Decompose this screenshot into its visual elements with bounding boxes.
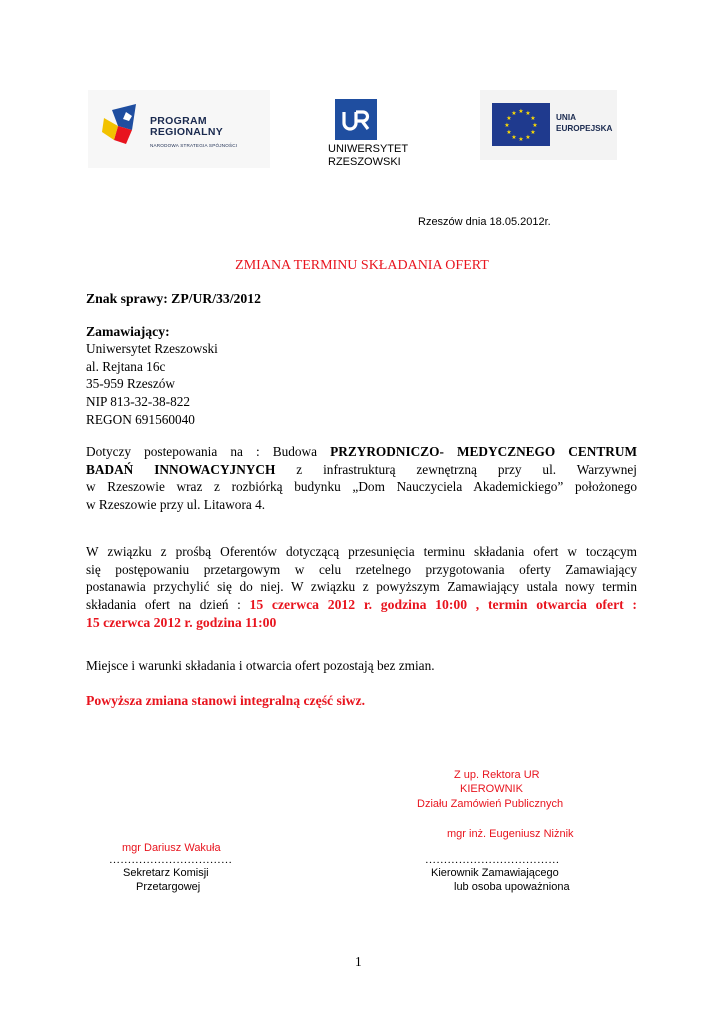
svg-text:★: ★ [511,134,517,141]
signature-department-line: Działu Zamówień Publicznych [417,798,564,810]
new-deadline: 15 czerwca 2012 r. godzina 10:00 , termin otwarcia ofert : [249,597,637,613]
svg-text:★: ★ [506,129,512,136]
signature-role-left: Sekretarz Komisji [123,867,209,879]
svg-text:★: ★ [532,122,538,129]
svg-text:★: ★ [525,110,531,117]
svg-text:★: ★ [525,134,531,141]
signature-role-right: Kierownik Zamawiającego [431,867,559,879]
program-logo-line2: REGIONALNY [150,126,224,138]
university-caption [328,143,416,169]
signature-line-left: …………………………… [109,854,233,866]
svg-text:★: ★ [511,110,517,117]
paragraph-line: postanawia przychylić się do niej. W związku z powyższym Zamawiający ustala nowy termin [86,579,637,595]
subject-project-name-cont: BADAŃ INNOWACYJNYCH [86,461,276,477]
case-number: Znak sprawy: ZP/UR/33/2012 [86,291,261,306]
opening-deadline: 15 czerwca 2012 r. godzina 11:00 [86,614,277,630]
unchanged-conditions-note: Miejsce i warunki składania i otwarcia ofert pozostają bez zmian. [86,658,435,673]
eu-logo-line1: UNIA [556,113,577,122]
paragraph-line: w Rzeszowie przy ul. Litawora 4. [86,497,266,513]
signature-name-right: mgr inż. Eugeniusz Niżnik [447,828,574,840]
signature-role-left-cont: Przetargowej [136,881,201,893]
address-line: al. Rejtana 16c [86,358,166,374]
svg-text:★: ★ [530,129,536,136]
signature-line-right: ……………………………… [425,854,560,866]
university-caption-line2: RZESZOWSKI [328,156,401,168]
paragraph-line: w Rzeszowie wraz z rozbiórką budynku „Dom Nauczyciela Akademickiego” położonego [86,479,637,495]
paragraph-line [86,443,637,461]
page-number: 1 [355,954,362,969]
signature-name-left: mgr Dariusz Wakuła [122,842,221,854]
program-logo-line3: NARODOWA STRATEGIA SPÓJNOŚCI [150,143,238,148]
university-logo [335,99,377,140]
signature-rector-line: Z up. Rektora UR [454,769,540,781]
program-logo-line1: PROGRAM [150,115,207,127]
contracting-authority-address [86,340,218,429]
signature-kierownik-line: KIEROWNIK [460,783,523,795]
paragraph-line [86,596,637,614]
university-caption-line1: UNIWERSYTET [328,143,409,155]
address-line: 35-959 Rzeszów [86,376,175,392]
subject-prefix: Dotyczy postepowania na : Budowa [86,444,331,459]
svg-text:★: ★ [518,136,524,143]
contracting-authority-label: Zamawiający: [86,324,170,339]
change-paragraph [86,543,637,632]
subject-project-name: PRZYRODNICZO- MEDYCZNEGO CENTRUM [330,444,637,459]
eu-logo-line2: EUROPEJSKA [556,124,613,133]
integral-part-note: Powyższa zmiana stanowi integralną część siwz. [86,693,366,708]
program-regionalny-logo [88,90,270,168]
subject-paragraph [86,443,637,514]
paragraph-line [86,461,637,479]
svg-text:★: ★ [504,122,510,129]
subject-text: z infrastrukturą zewnętrzną przy ul. Warzywnej [275,461,637,477]
address-line: Uniwersytet Rzeszowski [86,341,218,356]
signature-role-right-cont: lub osoba upoważniona [454,881,570,893]
address-line: REGON 691560040 [86,411,195,427]
address-line: NIP 813-32-38-822 [86,394,191,410]
svg-text:★: ★ [530,115,536,122]
paragraph-line: W związku z prośbą Oferentów dotyczącą przesunięcia terminu składania ofert w toczącym [86,544,637,559]
document-title: ZMIANA TERMINU SKŁADANIA OFERT [235,258,489,273]
svg-text:★: ★ [506,115,512,122]
eu-logo [480,90,617,160]
eu-flag-icon [492,103,550,146]
svg-text:★: ★ [518,108,524,115]
document-date: Rzeszów dnia 18.05.2012r. [418,216,551,228]
ur-monogram-icon [335,99,377,140]
paragraph-line: się postępowaniu przetargowym w celu rzetelnego przygotowania oferty Zamawiający [86,561,637,577]
program-star-icon [96,90,156,168]
deadline-prefix: składania ofert na dzień : [86,597,250,613]
